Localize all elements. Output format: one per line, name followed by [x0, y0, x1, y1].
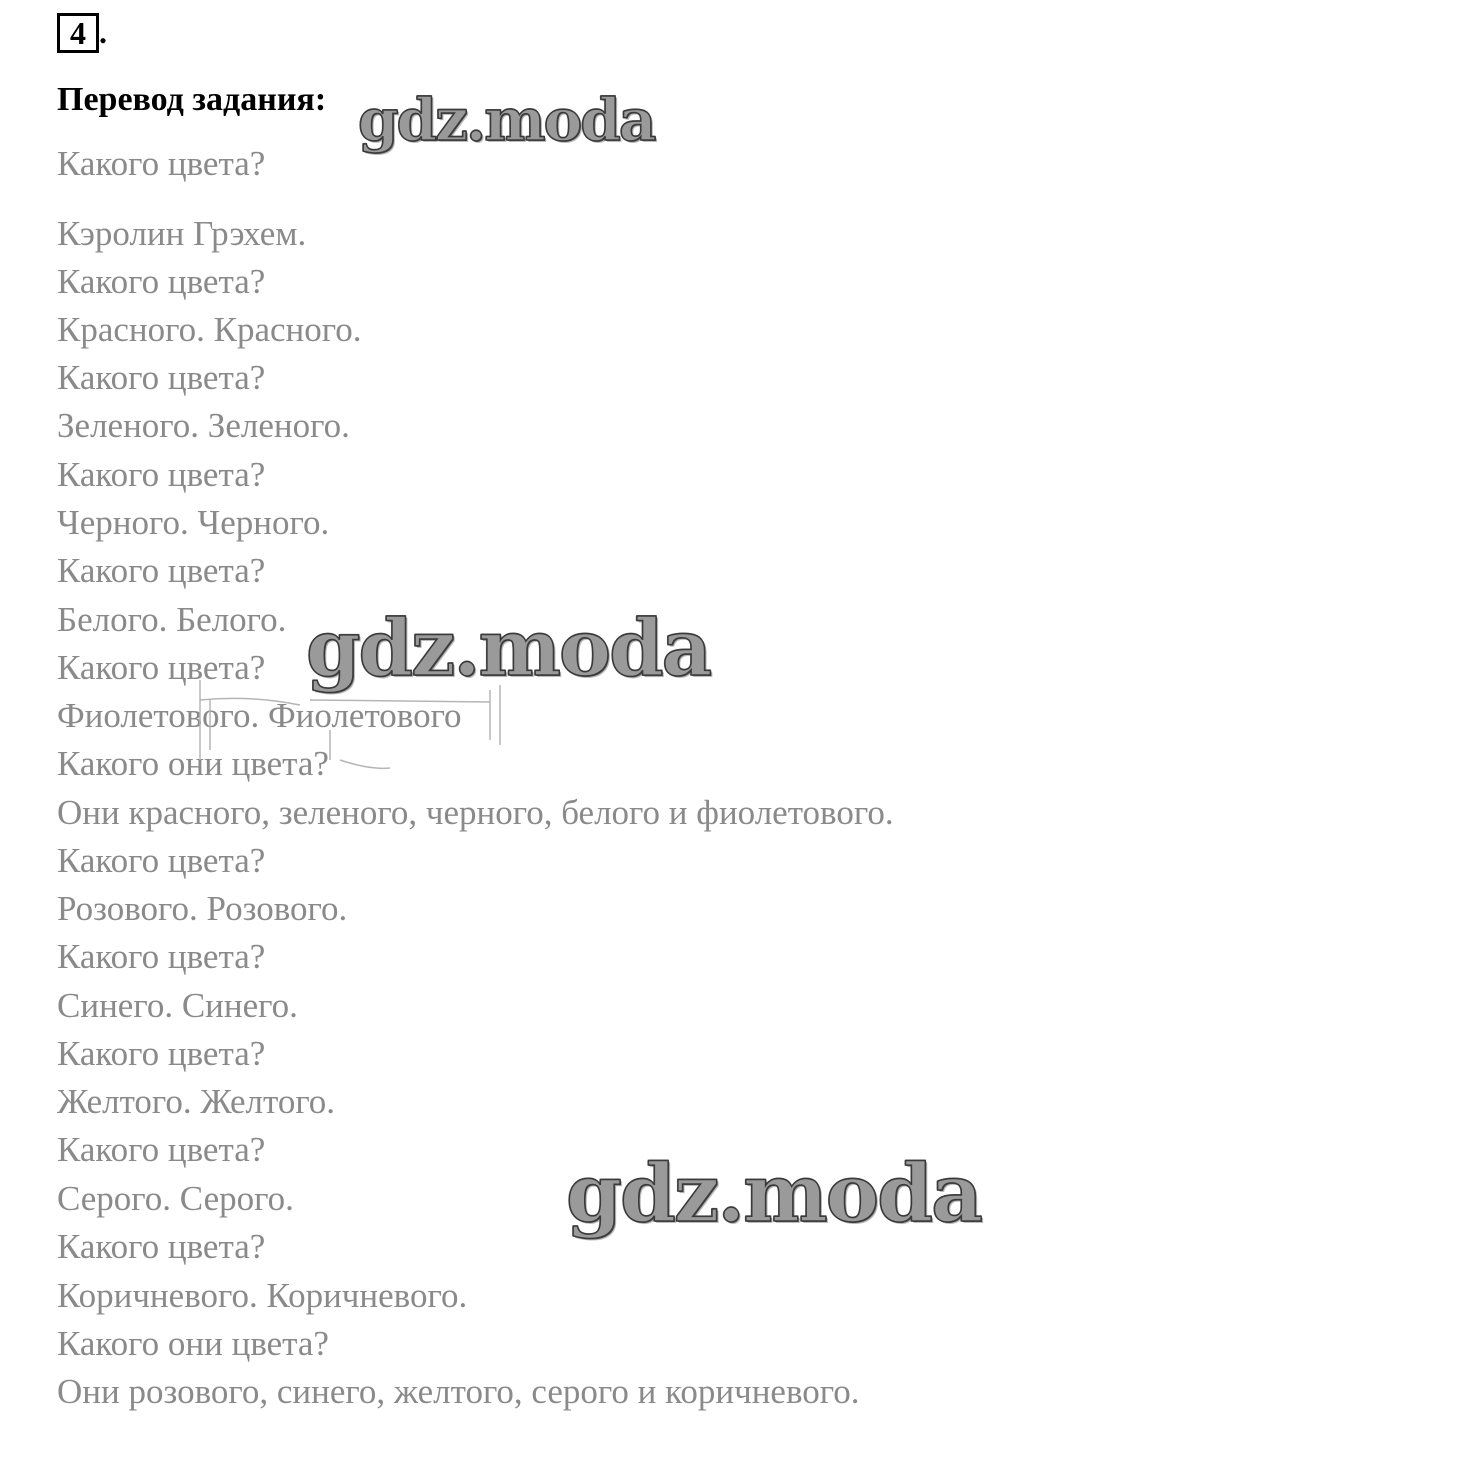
text-line: Какого цвета? [57, 841, 266, 880]
text-line: Какого цвета? [57, 648, 266, 687]
heading-translation: Перевод задания: [57, 81, 327, 118]
text-line: Серого. Серого. [57, 1179, 294, 1218]
text-line: Желтого. Желтого. [57, 1082, 336, 1121]
text-line: Кэролин Грэхем. [57, 214, 307, 253]
text-line: Коричневого. Коричневого. [57, 1276, 468, 1315]
text-line: Зеленого. Зеленого. [57, 406, 350, 445]
watermark-text: gdz.moda [566, 1146, 981, 1240]
text-line: Синего. Синего. [57, 986, 298, 1025]
text-line: Красного. Красного. [57, 310, 362, 349]
text-line: Какого цвета? [57, 358, 266, 397]
text-line: Они красного, зеленого, черного, белого и фиолетового. [57, 793, 894, 832]
task-number: 4 [70, 15, 86, 51]
text-line: Какого они цвета? [57, 744, 329, 783]
watermark-logo [358, 86, 654, 154]
text-line: Какого цвета? [57, 551, 266, 590]
text-line: Какого цвета? [57, 1227, 266, 1266]
task-number-box [57, 13, 99, 53]
text-line: Какого цвета? [57, 1034, 266, 1073]
task-number-dot: . [99, 14, 107, 50]
watermark-text: gdz.moda [306, 603, 711, 694]
text-line: Какого они цвета? [57, 1324, 329, 1363]
text-line: Какого цвета? [57, 937, 266, 976]
text-line: Белого. Белого. [57, 600, 287, 639]
text-line: Какого цвета? [57, 144, 266, 183]
text-line: Какого цвета? [57, 1130, 266, 1169]
watermark-logo [306, 603, 710, 694]
text-line: Фиолетового. Фиолетового [57, 696, 462, 735]
text-line: Розового. Розового. [57, 889, 348, 928]
watermark-logo [566, 1146, 981, 1240]
text-line: Какого цвета? [57, 455, 266, 494]
text-line: Черного. Черного. [57, 503, 330, 542]
watermark-text: gdz.moda [358, 86, 655, 154]
text-line: Они розового, синего, желтого, серого и коричневого. [57, 1372, 860, 1411]
text-line: Какого цвета? [57, 262, 266, 301]
